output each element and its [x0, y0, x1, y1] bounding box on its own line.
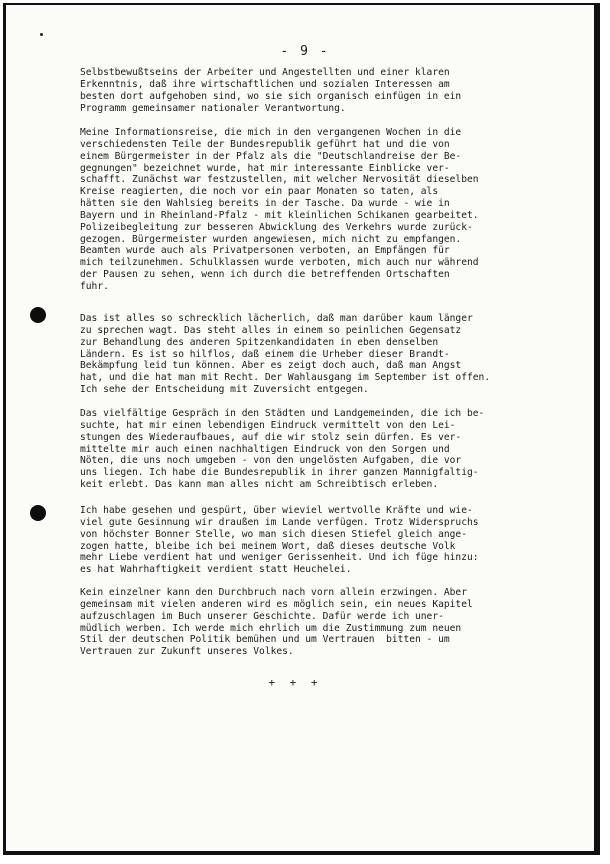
- text-line: zogen hatte, bleibe ich bei meinem Wort, daß dieses deutsche Volk: [80, 540, 456, 552]
- text-line: schafft. Zunächst war festzustellen, mit welcher Nervosität dieselben: [80, 174, 479, 186]
- scan-speck: [40, 33, 43, 36]
- paragraph-3: [80, 313, 595, 396]
- text-line: Erkenntnis, daß ihre wirtschaftlichen und sozialen Interessen am: [80, 78, 450, 90]
- text-line: von höchster Bonner Stelle, wo man sich diesen Stiefel gleich ange-: [80, 528, 467, 540]
- text-line: Bayern und in Rheinland-Pfalz - mit kleinlichen Schikanen gearbeitet.: [80, 209, 479, 221]
- text-line: Das ist alles so schrecklich lächerlich, daß man darüber kaum länger: [80, 313, 473, 324]
- punch-hole-bottom: [30, 505, 46, 521]
- text-line: hätten sie den Wahlsieg bereits in der Tasche. Da wurde - wie in: [80, 198, 450, 210]
- text-line: einem Bürgermeister in der Pfalz als die "Deutschlandreise der Be-: [80, 150, 462, 162]
- text-line: aufzuschlagen im Buch unserer Geschichte. Dafür werde ich uner-: [80, 610, 444, 622]
- punch-hole-top: [30, 307, 46, 323]
- text-line: zur Behandlung des anderen Spitzenkandidaten in eben denselben: [80, 336, 439, 348]
- text-line: keit erlebt. Das kann man alles nicht am Schreibtisch erleben.: [80, 479, 439, 491]
- text-line: besten dort aufgehoben sind, wo sie sich organisch einfügen in ein: [80, 90, 462, 102]
- paragraph-2: [80, 127, 595, 293]
- text-line: viel gute Gesinnung wir draußen im Lande verfügen. Trotz Widerspruchs: [80, 516, 479, 528]
- text-line: mittelte mir auch einen nachhaltigen Eindruck von den Sorgen und: [80, 443, 450, 455]
- text-line: gemeinsam mit vielen anderen wird es möglich sein, ein neues Kapitel: [80, 598, 473, 610]
- text-line: gezogen. Bürgermeister wurden angewiesen, mich nicht zu empfangen.: [80, 233, 462, 245]
- text-line: müdlich werben. Ich werde mich ehrlich um die Zustimmung zum neuen: [80, 622, 462, 634]
- text-line: mich teilzunehmen. Schulklassen wurde verboten, mich auch nur während: [80, 257, 479, 269]
- paragraph-6: [80, 587, 595, 658]
- text-line: Polizeibegleitung zur besseren Abwicklung des Verkehrs wurde zurück-: [80, 221, 473, 233]
- text-line: Nöten, die uns noch umgeben - von den ungelösten Aufgaben, die vor: [80, 455, 462, 467]
- paragraph-4: [80, 408, 595, 491]
- text-line: stungen des Wiederaufbaues, auf die wir stolz sein dürfen. Es ver-: [80, 431, 462, 443]
- text-line: Kreise reagierten, die noch vor ein paar Monaten so taten, als: [80, 186, 439, 198]
- text-line: es hat Wahrhaftigkeit verdient statt Heuchelei.: [80, 564, 352, 576]
- text-line: Ich habe gesehen und gespürt, über wieviel wertvolle Kräfte und wie-: [80, 505, 473, 516]
- page-number: - 9 -: [280, 44, 330, 59]
- text-line: Meine Informationsreise, die mich in den vergangenen Wochen in die: [80, 127, 462, 138]
- text-line: Programm gemeinsamer nationaler Verantwortung.: [80, 102, 346, 114]
- text-line: uns liegen. Ich habe die Bundesrepublik in ihrer ganzen Mannigfaltig-: [80, 467, 479, 479]
- text-line: Ländern. Es ist so hilflos, daß einem die Urheber dieser Brandt-: [80, 348, 450, 360]
- text-line: hat, und die hat man mit Recht. Der Wahlausgang im September ist offen.: [80, 372, 491, 384]
- closing-mark: + + +: [268, 676, 322, 689]
- text-line: fuhr.: [80, 280, 109, 292]
- text-line: Bekämpfung leid tun können. Aber es zeigt doch auch, daß man Angst: [80, 360, 462, 372]
- text-line: Das vielfältige Gespräch in den Städten und Landgemeinden, die ich be-: [80, 408, 485, 419]
- text-line: verschiedensten Teile der Bundesrepublik geführt hat und die von: [80, 138, 450, 150]
- paragraph-5: [80, 505, 595, 576]
- text-line: der Pausen zu sehen, wenn ich durch die betreffenden Ortschaften: [80, 269, 450, 281]
- text-line: Stil der deutschen Politik bemühen und um Vertrauen bitten - um: [80, 634, 450, 646]
- text-line: Vertrauen zur Zukunft unseres Volkes.: [80, 646, 294, 658]
- text-line: suchte, hat mir einen lebendigen Eindruck vermittelt von den Lei-: [80, 419, 456, 431]
- text-line: Ich sehe der Entscheidung mit Zuversicht entgegen.: [80, 384, 369, 396]
- text-line: Kein einzelner kann den Durchbruch nach vorn allein erzwingen. Aber: [80, 587, 467, 598]
- paragraph-1: [80, 67, 595, 114]
- text-line: gegnungen" bezeichnet wurde, hat mir interessante Einblicke ver-: [80, 162, 450, 174]
- text-line: mehr Liebe verdient hat und weniger Gerissenheit. Und ich füge hinzu:: [80, 552, 479, 564]
- text-line: Selbstbewußtseins der Arbeiter und Angestellten und einer klaren: [80, 67, 450, 78]
- text-line: Beamten wurde auch als Privatpersonen verboten, an Empfängen für: [80, 245, 450, 257]
- text-line: zu sprechen wagt. Das steht alles in einem so peinlichen Gegensatz: [80, 324, 462, 336]
